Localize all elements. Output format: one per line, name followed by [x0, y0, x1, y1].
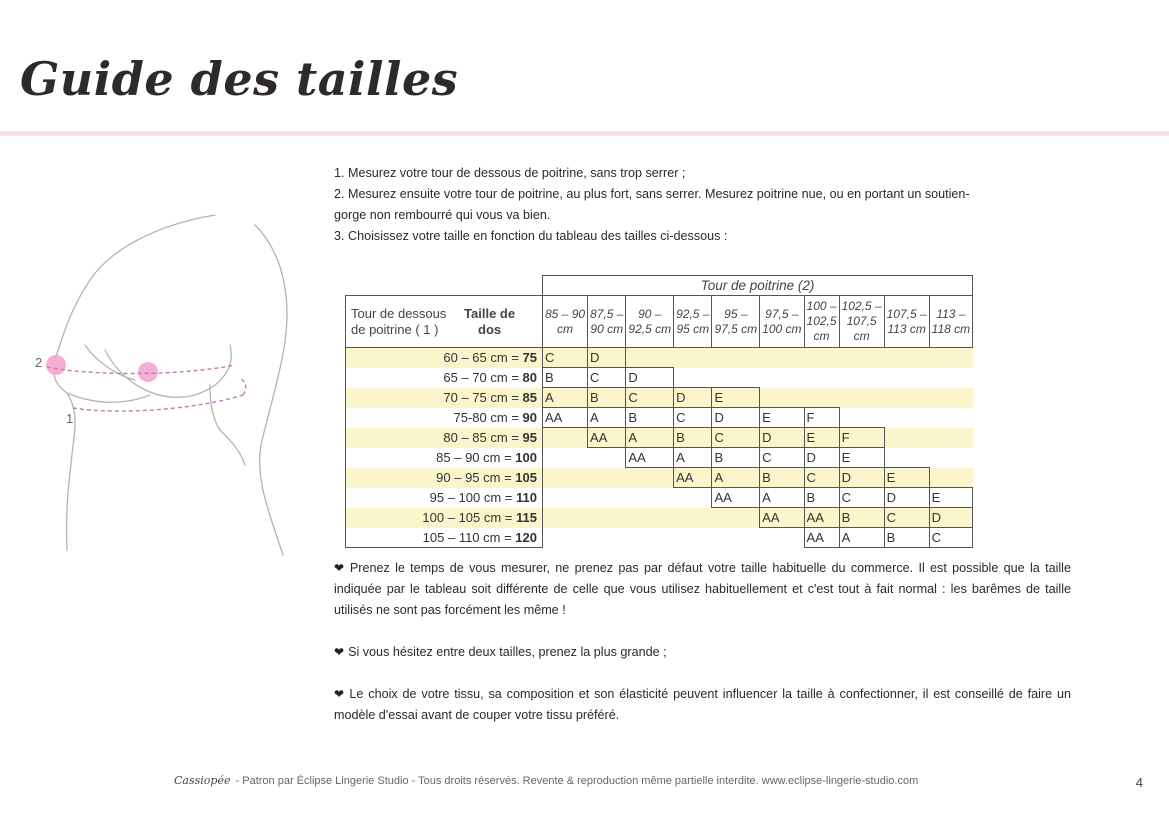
empty-cell	[543, 448, 588, 468]
footer	[174, 774, 918, 787]
empty-cell	[674, 368, 712, 388]
underbust-range: 80 – 85 cm =	[443, 430, 523, 445]
bust-column-header	[543, 296, 588, 348]
cup-size-cell: AA	[804, 528, 839, 548]
underbust-header-line1: Tour de dessous	[351, 305, 447, 321]
band-size: 100	[515, 450, 537, 465]
table-row	[346, 368, 973, 388]
heart-icon: ❤	[334, 687, 346, 701]
bust-column-header-line: cm	[813, 329, 830, 343]
empty-cell	[804, 348, 839, 368]
bust-column-header-line: 97,5 –	[765, 306, 799, 321]
band-size: 90	[522, 410, 537, 425]
empty-cell	[712, 528, 760, 548]
tip-paragraph	[334, 684, 1071, 726]
cup-size-cell: B	[674, 428, 712, 448]
underbust-range-cell	[346, 488, 543, 508]
empty-cell	[626, 468, 674, 488]
empty-cell	[712, 368, 760, 388]
page-number: 4	[1135, 775, 1143, 790]
empty-cell	[626, 528, 674, 548]
empty-cell	[839, 348, 884, 368]
empty-cell	[929, 448, 972, 468]
cup-size-cell: A	[588, 408, 626, 428]
empty-cell	[674, 508, 712, 528]
bust-column-header	[588, 296, 626, 348]
underbust-range-cell	[346, 408, 543, 428]
band-size: 95	[522, 430, 537, 445]
cup-size-cell: A	[839, 528, 884, 548]
cup-size-cell: B	[884, 528, 929, 548]
empty-cell	[884, 368, 929, 388]
tip-paragraph	[334, 642, 1071, 663]
tip-text: Le choix de votre tissu, sa composition et son élasticité peuvent influencer la taille à confectionner, il est conseillé de faire un modèle d'essai avant de couper votre tissu préféré.	[334, 687, 1071, 722]
table-row	[346, 448, 973, 468]
cup-size-cell: A	[712, 468, 760, 488]
empty-cell	[884, 348, 929, 368]
band-size: 80	[522, 370, 537, 385]
cup-size-cell: A	[543, 388, 588, 408]
underbust-range: 105 – 110 cm =	[422, 529, 516, 545]
empty-cell	[804, 368, 839, 388]
cup-size-cell: AA	[626, 448, 674, 468]
bust-column-header-line: 107,5 –	[886, 306, 927, 321]
footer-brand: Cassiopée	[174, 774, 231, 787]
cup-size-cell: B	[839, 508, 884, 528]
cup-size-cell: D	[588, 348, 626, 368]
empty-cell	[884, 408, 929, 428]
table-row	[346, 408, 973, 428]
cup-size-cell: C	[674, 408, 712, 428]
cup-size-cell: F	[804, 408, 839, 428]
cup-size-cell: C	[712, 428, 760, 448]
underbust-measure-label: 1	[66, 411, 74, 426]
tip-text: Si vous hésitez entre deux tailles, prenez la plus grande ;	[348, 645, 667, 659]
cup-size-cell: C	[543, 348, 588, 368]
band-size: 105	[515, 470, 537, 485]
bust-column-header-line: 90 –	[638, 306, 662, 321]
empty-cell	[543, 468, 588, 488]
cup-size-cell: D	[929, 508, 972, 528]
bust-column-header-line: 92,5 –	[676, 306, 710, 321]
empty-cell	[804, 388, 839, 408]
cup-size-cell: C	[929, 528, 972, 548]
cup-size-cell: E	[839, 448, 884, 468]
empty-cell	[884, 388, 929, 408]
cup-size-cell: AA	[588, 428, 626, 448]
cup-size-cell: D	[804, 448, 839, 468]
underbust-range: 60 – 65 cm =	[443, 350, 523, 366]
measurement-illustration	[25, 205, 315, 565]
page-title: Guide des tailles	[20, 52, 459, 106]
empty-cell	[929, 368, 972, 388]
table-row	[346, 508, 973, 528]
empty-cell	[626, 348, 674, 368]
table-row	[346, 488, 973, 508]
cup-size-cell: E	[804, 428, 839, 448]
empty-cell	[588, 468, 626, 488]
empty-cell	[626, 508, 674, 528]
cup-size-cell: A	[626, 428, 674, 448]
empty-cell	[839, 388, 884, 408]
underbust-header-line2: de poitrine ( 1 )	[351, 321, 439, 337]
empty-cell	[626, 488, 674, 508]
instruction-line: gorge non rembourré qui vous va bien.	[334, 208, 551, 222]
band-size: 75	[522, 350, 537, 366]
cup-size-cell: C	[760, 448, 804, 468]
cup-size-cell: D	[884, 488, 929, 508]
cup-size-cell: D	[674, 388, 712, 408]
instruction-line: 2. Mesurez ensuite votre tour de poitrine, au plus fort, sans serrer. Mesurez poitrine nue, ou en portant un soutien-	[334, 187, 970, 201]
underbust-header	[346, 296, 543, 348]
cup-size-cell: AA	[543, 408, 588, 428]
bust-column-header-line: 100 cm	[762, 321, 802, 336]
cup-size-cell: B	[712, 448, 760, 468]
bust-column-header-line: 102,5	[806, 314, 837, 328]
size-table	[345, 275, 973, 548]
cup-size-cell: B	[760, 468, 804, 488]
empty-cell	[760, 388, 804, 408]
empty-cell	[929, 408, 972, 428]
underbust-range-cell	[346, 508, 543, 528]
heart-icon: ❤	[334, 645, 345, 659]
empty-cell	[543, 428, 588, 448]
underbust-range: 65 – 70 cm =	[443, 370, 523, 385]
empty-cell	[839, 368, 884, 388]
underbust-range-cell	[346, 468, 543, 488]
band-size: 85	[522, 390, 537, 405]
bust-column-header-line: 95 cm	[676, 321, 710, 336]
band-size: 120	[515, 529, 537, 545]
tip-text: Prenez le temps de vous mesurer, ne prenez pas par défaut votre taille habituelle du commerce. Il est possible que la taille indiquée par le tableau soit différente de celle que vous utilisez habituellement et c'est tout à fait normal : les barêmes de taille utilisés ne sont pas forcément les même !	[334, 561, 1071, 617]
empty-cell	[674, 528, 712, 548]
underbust-range-cell	[346, 448, 543, 468]
empty-cell	[929, 428, 972, 448]
bust-column-header-line: cm	[853, 329, 870, 343]
cup-size-cell: E	[712, 388, 760, 408]
empty-cell	[839, 408, 884, 428]
bust-column-header	[712, 296, 760, 348]
instructions	[334, 163, 1034, 247]
cup-size-cell: AA	[674, 468, 712, 488]
empty-cell	[929, 348, 972, 368]
band-header-line2: dos	[478, 321, 502, 337]
bust-column-header-line: 113 cm	[887, 321, 926, 336]
bust-column-header-line: 95 –	[724, 306, 748, 321]
cup-size-cell: C	[804, 468, 839, 488]
bust-column-header	[804, 296, 839, 348]
table-row	[346, 348, 973, 368]
bust-column-header	[884, 296, 929, 348]
bust-column-header-line: 85 – 90	[545, 306, 586, 321]
cup-size-cell: D	[712, 408, 760, 428]
empty-cell	[760, 348, 804, 368]
bust-column-header-line: 100 –	[806, 299, 837, 313]
table-row	[346, 468, 973, 488]
bust-column-header	[760, 296, 804, 348]
cup-size-cell: E	[760, 408, 804, 428]
cup-size-cell: D	[839, 468, 884, 488]
band-header-line1: Taille de	[464, 305, 516, 321]
bust-column-header	[839, 296, 884, 348]
underbust-range-cell	[346, 388, 543, 408]
cup-size-cell: D	[626, 368, 674, 388]
cup-size-cell: A	[674, 448, 712, 468]
cup-size-cell: B	[588, 388, 626, 408]
empty-cell	[674, 348, 712, 368]
underbust-range: 75-80 cm =	[453, 410, 523, 425]
underbust-range-cell	[346, 528, 543, 548]
cup-size-cell: C	[626, 388, 674, 408]
size-table-wrapper	[345, 275, 973, 548]
body-outline-icon	[25, 205, 315, 565]
bust-header: Tour de poitrine (2)	[543, 276, 973, 296]
table-row	[346, 428, 973, 448]
bust-column-header-line: 102,5 –	[841, 299, 882, 313]
underbust-range: 70 – 75 cm =	[443, 390, 523, 405]
underbust-range: 95 – 100 cm =	[429, 490, 517, 505]
footer-text: - Patron par Éclipse Lingerie Studio - Tous droits réservés. Revente & reproduction même partielle interdite. www.eclipse-lingerie-studio.com	[232, 775, 919, 787]
bust-column-header-line: 113 –	[936, 306, 966, 321]
tip-paragraph	[334, 558, 1071, 621]
instruction-line: 3. Choisissez votre taille en fonction du tableau des tailles ci-dessous :	[334, 229, 728, 243]
empty-cell	[588, 508, 626, 528]
empty-cell	[543, 488, 588, 508]
band-size: 115	[516, 510, 537, 525]
cup-size-cell: AA	[760, 508, 804, 528]
empty-cell	[712, 508, 760, 528]
cup-size-cell: C	[839, 488, 884, 508]
underbust-range: 90 – 95 cm =	[436, 470, 516, 485]
cup-size-cell: B	[804, 488, 839, 508]
cup-size-cell: E	[929, 488, 972, 508]
bust-column-header-line: 90 cm	[590, 321, 624, 336]
underbust-range-cell	[346, 428, 543, 448]
bust-column-header-line: 87,5 –	[590, 306, 624, 321]
table-corner	[346, 276, 543, 296]
empty-cell	[588, 488, 626, 508]
cup-size-cell: B	[626, 408, 674, 428]
underbust-range: 85 – 90 cm =	[436, 450, 516, 465]
empty-cell	[588, 448, 626, 468]
empty-cell	[884, 428, 929, 448]
cup-size-cell: E	[884, 468, 929, 488]
title-divider	[0, 131, 1169, 136]
bust-column-header-line: 97,5 cm	[714, 321, 758, 336]
table-row	[346, 528, 973, 548]
underbust-range-cell	[346, 368, 543, 388]
bust-column-header-line: cm	[557, 321, 574, 336]
bust-column-header	[674, 296, 712, 348]
empty-cell	[674, 488, 712, 508]
cup-size-cell: AA	[712, 488, 760, 508]
bust-column-header-line: 118 cm	[931, 321, 971, 336]
cup-size-cell: C	[588, 368, 626, 388]
empty-cell	[929, 468, 972, 488]
heart-icon: ❤	[334, 561, 346, 575]
cup-size-cell: F	[839, 428, 884, 448]
underbust-range: 100 – 105 cm =	[422, 510, 517, 525]
tips	[334, 558, 1071, 747]
cup-size-cell: C	[884, 508, 929, 528]
cup-size-cell: D	[760, 428, 804, 448]
bust-column-header-line: 92,5 cm	[628, 321, 672, 336]
underbust-range-cell	[346, 348, 543, 368]
cup-size-cell: AA	[804, 508, 839, 528]
empty-cell	[760, 528, 804, 548]
chest-measure-label: 2	[35, 355, 43, 370]
empty-cell	[712, 348, 760, 368]
band-size: 110	[516, 490, 537, 505]
empty-cell	[884, 448, 929, 468]
empty-cell	[760, 368, 804, 388]
table-row	[346, 388, 973, 408]
cup-size-cell: A	[760, 488, 804, 508]
empty-cell	[588, 528, 626, 548]
empty-cell	[929, 388, 972, 408]
bust-column-header	[626, 296, 674, 348]
bust-column-header	[929, 296, 972, 348]
instruction-line: 1. Mesurez votre tour de dessous de poitrine, sans trop serrer ;	[334, 166, 686, 180]
empty-cell	[543, 528, 588, 548]
empty-cell	[543, 508, 588, 528]
cup-size-cell: B	[543, 368, 588, 388]
bust-column-header-line: 107,5	[846, 314, 877, 328]
